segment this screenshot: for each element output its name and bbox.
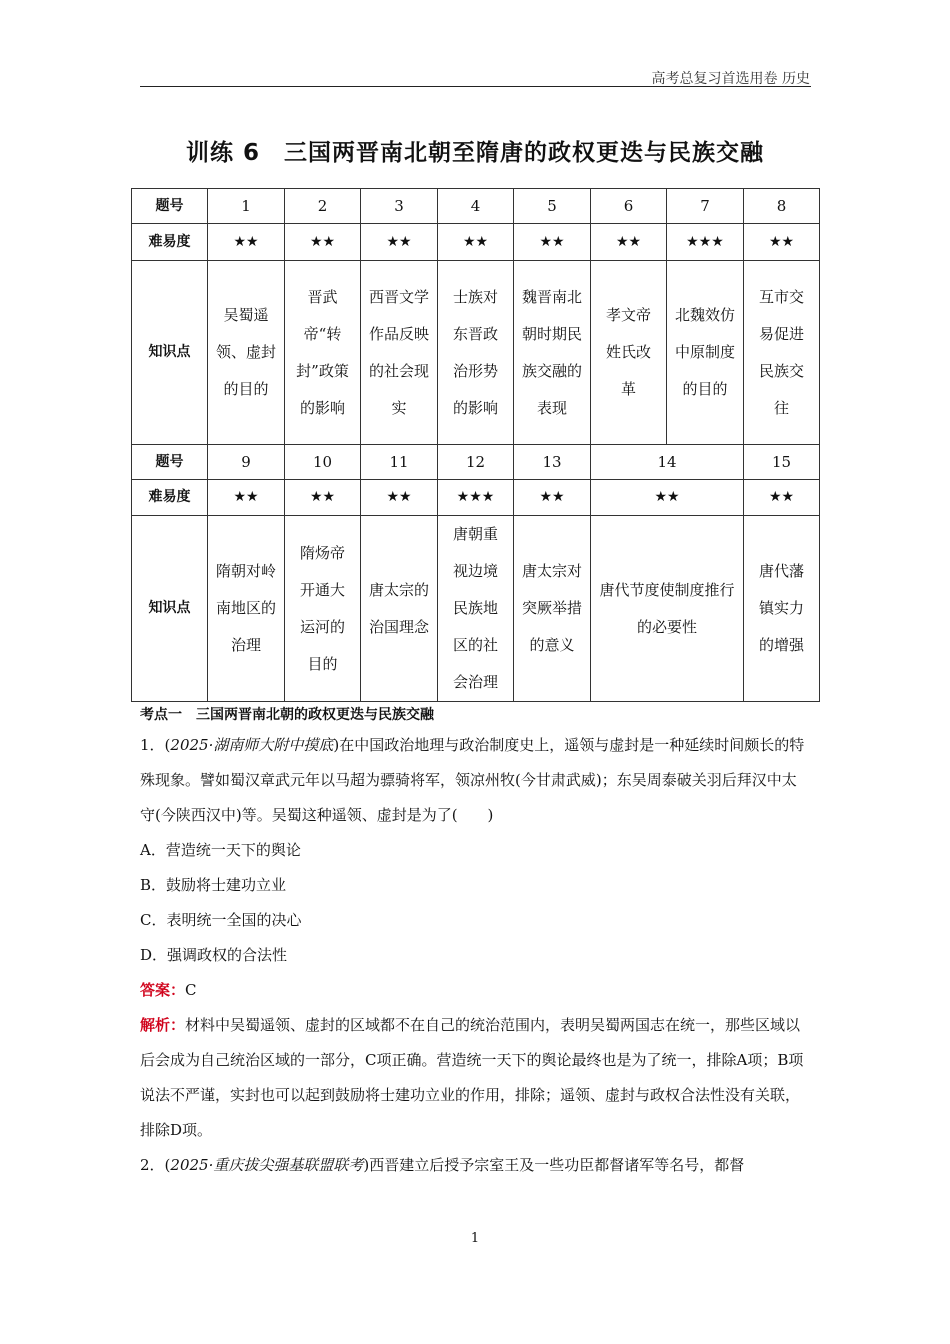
num-cell: 11 <box>361 445 438 480</box>
question-2 <box>140 1148 811 1183</box>
answer-value: C <box>185 981 197 999</box>
stars-cell: ★★ <box>744 480 820 516</box>
stars-cell: ★★ <box>208 224 285 261</box>
label-num: 题号 <box>132 445 208 480</box>
num-cell: 12 <box>438 445 514 480</box>
knowledge-table <box>131 188 820 702</box>
stars-cell: ★★ <box>438 224 514 261</box>
stars-cell: ★★ <box>744 224 820 261</box>
table-row-num-1 <box>132 189 820 224</box>
knowledge-cell: 隋炀帝开通大运河的目的 <box>285 516 361 702</box>
stars-cell: ★★★ <box>438 480 514 516</box>
stars-cell: ★★ <box>514 480 591 516</box>
num-cell: 6 <box>591 189 667 224</box>
question-1 <box>140 728 811 833</box>
option-d: D．强调政权的合法性 <box>140 946 288 964</box>
table-row-difficulty-2 <box>132 480 820 516</box>
knowledge-cell: 唐代藩镇实力的增强 <box>744 516 820 702</box>
question-text: )西晋建立后授予宗室王及一些功臣都督诸军等名号，都督 <box>363 1156 745 1174</box>
num-cell: 2 <box>285 189 361 224</box>
num-cell: 13 <box>514 445 591 480</box>
knowledge-cell: 孝文帝姓氏改革 <box>591 261 667 445</box>
knowledge-cell: 魏晋南北朝时期民族交融的表现 <box>514 261 591 445</box>
num-cell: 8 <box>744 189 820 224</box>
num-cell: 4 <box>438 189 514 224</box>
num-cell: 15 <box>744 445 820 480</box>
section-heading: 考点一 三国两晋南北朝的政权更迭与民族交融 <box>140 707 434 723</box>
stars-cell: ★★ <box>285 480 361 516</box>
header-rule <box>140 86 811 87</box>
knowledge-cell: 唐太宗的治国理念 <box>361 516 438 702</box>
option-b: B．鼓励将士建功立业 <box>140 876 287 894</box>
stars-cell: ★★ <box>285 224 361 261</box>
knowledge-cell: 唐朝重视边境民族地区的社会治理 <box>438 516 514 702</box>
label-num: 题号 <box>132 189 208 224</box>
stars-cell: ★★ <box>591 480 744 516</box>
question-source: 2025·重庆拔尖强基联盟联考 <box>170 1156 364 1174</box>
table-row-knowledge-2 <box>132 516 820 702</box>
analysis-paragraph <box>140 1008 811 1148</box>
knowledge-cell: 互市交易促进民族交往 <box>744 261 820 445</box>
page-number: 1 <box>470 1231 480 1246</box>
analysis-text: 材料中吴蜀遥领、虚封的区域都不在自己的统治范围内，表明吴蜀两国志在统一，那些区域以后会成为自己统治区域的一部分，C项正确。营造统一天下的舆论最终也是为了统一，排除A项；B项说法不严谨，实封也可以起到鼓励将士建功立业的作用，排除；遥领、虚封与政权合法性没有关联，排除D项。 <box>140 1016 804 1139</box>
num-cell: 7 <box>667 189 744 224</box>
label-knowledge: 知识点 <box>132 516 208 702</box>
stars-cell: ★★★ <box>667 224 744 261</box>
answer-line <box>140 973 811 1008</box>
question-content <box>140 702 811 1183</box>
label-knowledge: 知识点 <box>132 261 208 445</box>
answer-label: 答案： <box>140 981 186 999</box>
table-row-knowledge-1 <box>132 261 820 445</box>
table-row-num-2 <box>132 445 820 480</box>
question-number: 2．( <box>140 1156 171 1174</box>
label-difficulty: 难易度 <box>132 224 208 261</box>
knowledge-cell: 西晋文学作品反映的社会现实 <box>361 261 438 445</box>
num-cell: 3 <box>361 189 438 224</box>
stars-cell: ★★ <box>361 480 438 516</box>
knowledge-cell: 晋武帝“转封”政策的影响 <box>285 261 361 445</box>
knowledge-cell: 唐太宗对突厥举措的意义 <box>514 516 591 702</box>
stars-cell: ★★ <box>514 224 591 261</box>
option-a: A．营造统一天下的舆论 <box>140 841 301 859</box>
knowledge-cell: 北魏效仿中原制度的目的 <box>667 261 744 445</box>
label-difficulty: 难易度 <box>132 480 208 516</box>
page-title: 训练 6 三国两晋南北朝至隋唐的政权更迭与民族交融 <box>185 140 764 166</box>
question-source: 2025·湖南师大附中摸底 <box>170 736 334 754</box>
num-cell: 9 <box>208 445 285 480</box>
stars-cell: ★★ <box>361 224 438 261</box>
num-cell: 5 <box>514 189 591 224</box>
option-c: C．表明统一全国的决心 <box>140 911 302 929</box>
analysis-label: 解析： <box>140 1016 186 1034</box>
knowledge-cell: 吴蜀遥领、虚封的目的 <box>208 261 285 445</box>
stars-cell: ★★ <box>591 224 667 261</box>
num-cell: 10 <box>285 445 361 480</box>
num-cell: 14 <box>591 445 744 480</box>
stars-cell: ★★ <box>208 480 285 516</box>
header-text: 高考总复习首选用卷 历史 <box>651 71 810 87</box>
knowledge-cell: 士族对东晋政治形势的影响 <box>438 261 514 445</box>
question-text: )在中国政治地理与政治制度史上，遥领与虚封是一种延续时间颇长的特殊现象。譬如蜀汉章武元年以马超为骠骑将军，领凉州牧(今甘肃武威)；东吴周泰破关羽后拜汉中太守(今陕西汉中)等。吴蜀这种遥领、虚封是为了( ) <box>140 736 805 824</box>
table-row-difficulty-1 <box>132 224 820 261</box>
question-number: 1．( <box>140 736 171 754</box>
num-cell: 1 <box>208 189 285 224</box>
knowledge-cell: 隋朝对岭南地区的治理 <box>208 516 285 702</box>
knowledge-cell: 唐代节度使制度推行的必要性 <box>591 516 744 702</box>
